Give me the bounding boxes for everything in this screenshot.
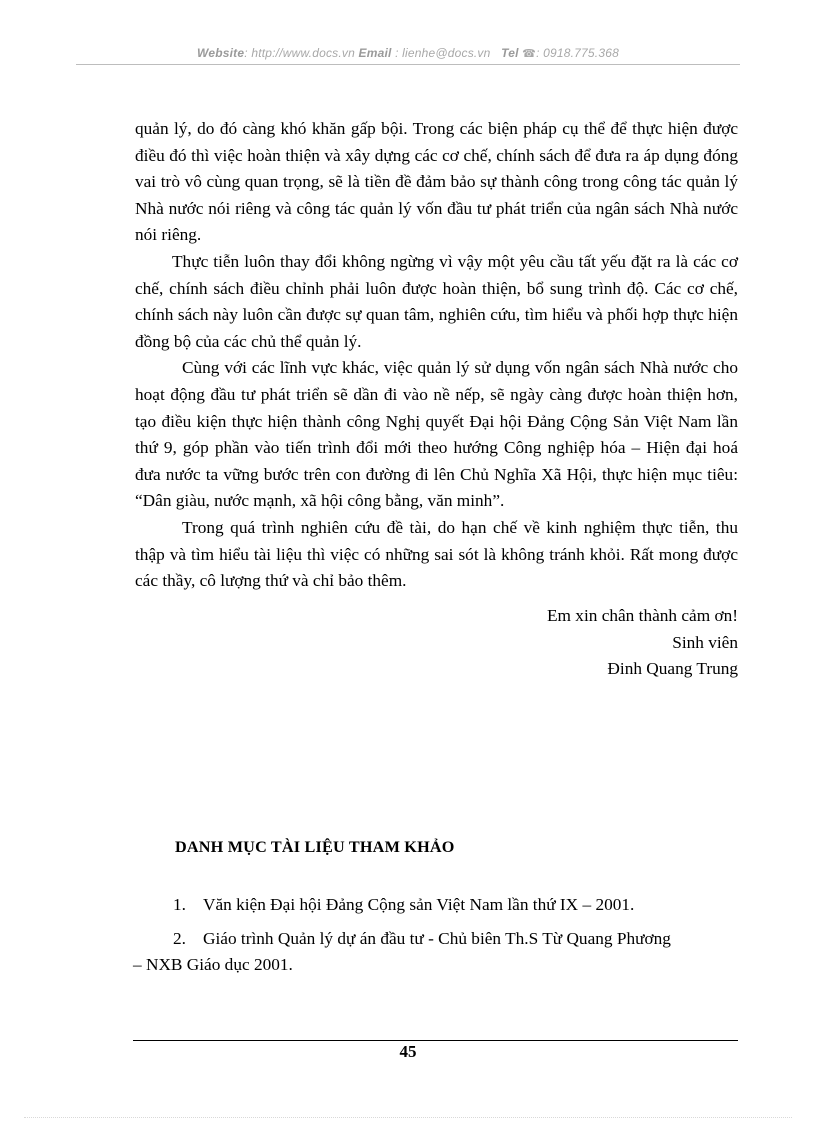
telephone-icon: ☎ (522, 48, 537, 60)
reference-number: 1. (173, 895, 186, 914)
paragraph-2: Thực tiễn luôn thay đổi không ngừng vì vậy một yêu cầu tất yếu đặt ra là các cơ chế, chính sách điều chỉnh phải luôn được hoàn thiện, bổ sung trình độ. Các cơ chế, chính sách này luôn cần được sự quan tâm, nghiên cứu, tìm hiểu và phối hợp thực hiện đồng bộ của các chủ thể quản lý. (135, 251, 738, 351)
signature-name: Đinh Quang Trung (607, 659, 738, 679)
tel-value: : 0918.775.368 (536, 46, 619, 60)
email-value: : lienhe@docs.vn (391, 46, 491, 60)
reference-text: Giáo trình Quản lý dự án đầu tư - Chủ biên Th.S Từ Quang Phương (203, 928, 671, 948)
tel-label: Tel (501, 46, 519, 60)
email-label: Email (358, 46, 392, 60)
paragraph-1: quản lý, do đó càng khó khăn gấp bội. Trong các biện pháp cụ thể để thực hiện được điều đó thì việc hoàn thiện và xây dựng các cơ chế, chính sách để đưa ra áp dụng đóng vai trò vô cùng quan trọng, sẽ là tiền đề đảm bảo sự thành công trong công tác quản lý Nhà nước nói riêng và công tác quản lý vốn đầu tư phát triển của ngân sách Nhà nước nói riêng. (135, 119, 738, 245)
website-label: Website (197, 46, 245, 60)
paragraph-4: Trong quá trình nghiên cứu đề tài, do hạn chế về kinh nghiệm thực tiễn, thu thập và tìm hiểu tài liệu thì việc có những sai sót là không tránh khỏi. Rất mong được các thầy, cô lượng thứ và chỉ bảo thêm. (135, 517, 738, 591)
reference-text: Văn kiện Đại hội Đảng Cộng sản Việt Nam lần thứ IX – 2001. (203, 895, 635, 914)
page-header (0, 46, 816, 60)
references-title: DANH MỤC TÀI LIỆU THAM KHẢO (175, 838, 455, 856)
reference-number: 2. (173, 928, 186, 948)
reference-item (173, 926, 738, 953)
page-number: 45 (399, 1042, 417, 1061)
paragraph-3: Cùng với các lĩnh vực khác, việc quản lý sử dụng vốn ngân sách Nhà nước cho hoạt động đầu tư phát triển sẽ dần đi vào nề nếp, sẽ ngày càng được hoàn thiện hơn, tạo điều kiện thực hiện thành công Nghị quyết Đại hội Đảng Cộng Sản Việt Nam lần thứ 9, góp phần vào tiến trình đổi mới theo hướng Công nghiệp hóa – Hiện đại hoá đưa nước ta vững bước trên con đường đi lên Chủ Nghĩa Xã Hội, thực hiện mục tiêu: “Dân giàu, nước mạnh, xã hội công bằng, văn minh”. (135, 358, 738, 511)
signature-block (547, 603, 738, 683)
website-value: : http://www.docs.vn (244, 46, 355, 60)
reference-continuation: – NXB Giáo dục 2001. (133, 955, 293, 975)
signature-thanks: Em xin chân thành cảm ơn! (546, 606, 738, 625)
page-bottom-border (24, 1117, 792, 1118)
footer-divider (133, 1040, 738, 1041)
signature-role: Sinh viên (672, 632, 738, 652)
header-divider (76, 64, 740, 65)
body-text (135, 116, 738, 595)
reference-item (173, 892, 738, 919)
references-list (133, 892, 738, 979)
